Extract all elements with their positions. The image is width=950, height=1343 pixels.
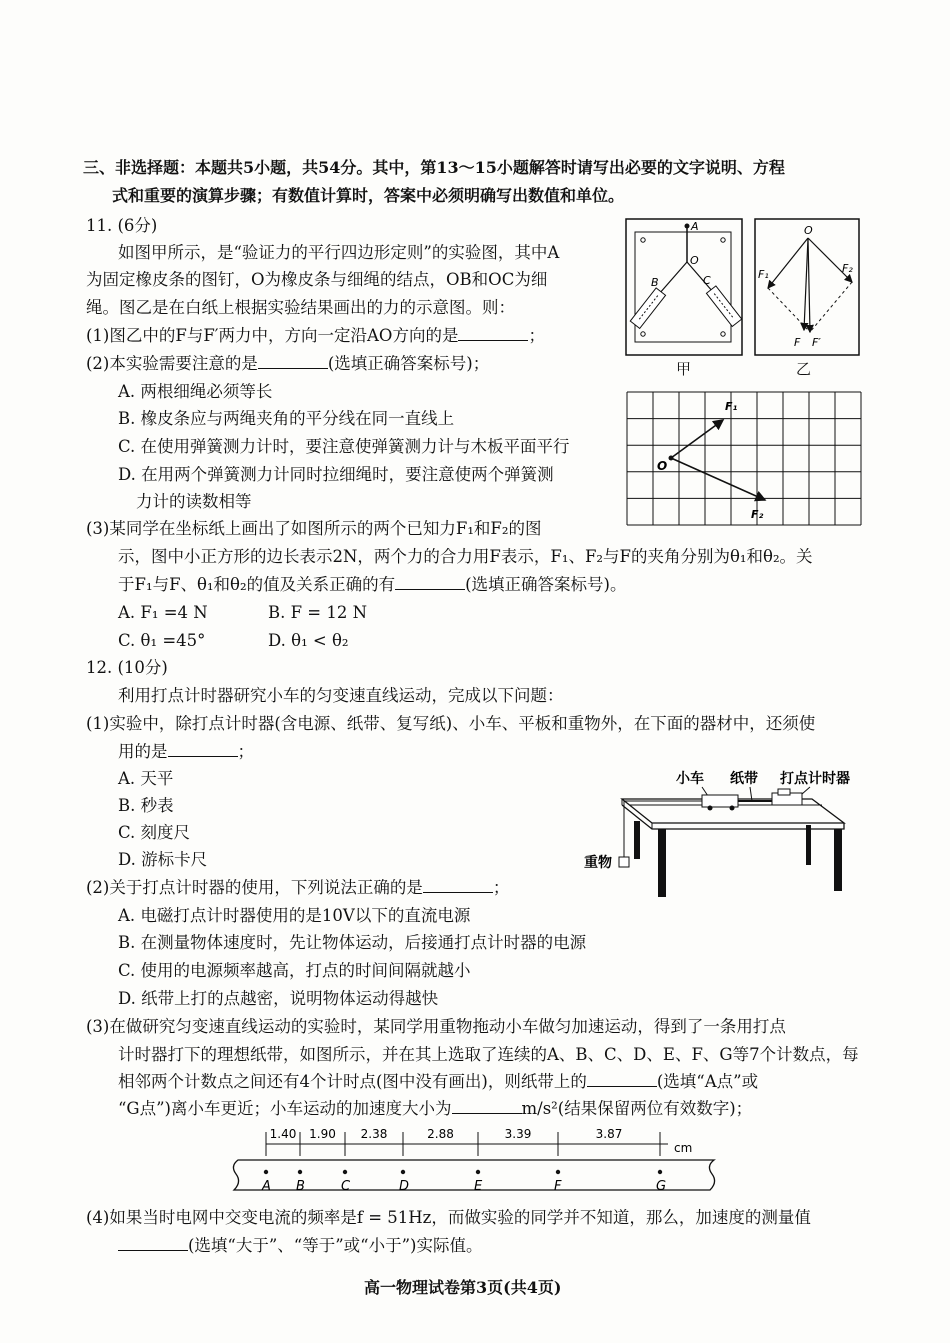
q12-p2-option-d: D. 纸带上打的点越密，说明物体运动得越快 <box>118 989 439 1008</box>
tape-point-label: A <box>262 1179 271 1194</box>
answer-blank[interactable] <box>452 1098 522 1114</box>
label-b: B <box>651 276 659 289</box>
paper-tape-figure <box>228 1122 720 1202</box>
q11-part3-3: 于F₁与F、θ₁和θ₂的值及关系正确的有 (选填正确答案标号)。 <box>118 575 627 594</box>
tape-point-label: C <box>341 1179 351 1194</box>
label-tape: 纸带 <box>730 771 758 787</box>
tape-segment-label: 2.88 <box>427 1127 454 1141</box>
apparatus-figure <box>582 765 866 900</box>
answer-blank[interactable] <box>168 741 238 757</box>
q11-option-c: C. 在使用弹簧测力计时，要注意使弹簧测力计与木板平面平行 <box>118 437 570 456</box>
label-o: O <box>690 254 699 267</box>
tape-point-label: D <box>399 1179 410 1194</box>
q11-p3-option-b: B. F = 12 N <box>268 603 368 622</box>
q11-intro-2: 为固定橡皮条的图钉，O为橡皮条与细绳的结点，OB和OC为细 <box>86 270 548 289</box>
tape-point-dot <box>556 1170 560 1174</box>
label-a: A <box>691 220 699 233</box>
q11-part3-1: (3)某同学在坐标纸上画出了如图所示的两个已知力F₁和F₂的图 <box>86 519 542 538</box>
q12-header: 12. (10分) <box>86 658 168 677</box>
q11-part1: (1)图乙中的F与F′两力中，方向一定沿AO方向的是 ； <box>86 326 545 345</box>
tape-segment-label: 1.90 <box>309 1127 336 1141</box>
q12-part4-2: (选填“大于”、“等于”或“小于”)实际值。 <box>118 1234 483 1258</box>
answer-blank[interactable] <box>423 877 493 893</box>
tape-point-label: E <box>474 1179 483 1194</box>
label-weight: 重物 <box>584 855 612 871</box>
q12-part1-1: (1)实验中，除打点计时器(含电源、纸带、复写纸)、小车、平板和重物外，在下面的器材中，还须使 <box>86 714 816 733</box>
q12-part4-1: (4)如果当时电网中交变电流的频率是f = 51Hz，而做实验的同学并不知道，那么，加速度的测量值 <box>86 1208 811 1227</box>
q12-p2-option-c: C. 使用的电源频率越高，打点的时间间隔就越小 <box>118 961 471 980</box>
q11-intro-1: 如图甲所示，是“验证力的平行四边形定则”的实验图，其中A <box>118 243 560 262</box>
label-o: O <box>657 459 668 473</box>
tape-point-dot <box>476 1170 480 1174</box>
label-f: F <box>794 336 801 349</box>
tape-point-dot <box>401 1170 405 1174</box>
q11-part2-text: (2)本实验需要注意的是 <box>86 354 258 373</box>
q12-part1-2: 用的是 ； <box>118 742 254 761</box>
tape-segment-label: 3.39 <box>504 1127 532 1141</box>
tape-point-dot <box>343 1170 347 1174</box>
q12-part3-1: (3)在做研究匀变速直线运动的实验时，某同学用重物拖动小车做匀加速运动，得到了一条用打点 <box>86 1017 786 1036</box>
label-f1: F₁ <box>725 400 738 413</box>
q12-p1-option-a: A. 天平 <box>118 769 174 788</box>
answer-blank[interactable] <box>587 1071 657 1087</box>
q12-intro: 利用打点计时器研究小车的匀变速直线运动，完成以下问题： <box>118 686 564 705</box>
q11-p3-option-d: D. θ₁ < θ₂ <box>268 631 349 650</box>
section-title-line1: 三、非选择题：本题共5小题，共54分。其中，第13～15小题解答时请写出必要的文字说明、方程 <box>83 158 785 177</box>
q11-option-b: B. 橡皮条应与两绳夹角的平分线在同一直线上 <box>118 409 455 428</box>
q11-header: 11. (6分) <box>86 216 158 235</box>
q12-p1-option-b: B. 秒表 <box>118 796 174 815</box>
figure-jia-board <box>625 218 743 356</box>
figure-jia-caption: 甲 <box>676 360 692 378</box>
q12-p1-option-d: D. 游标卡尺 <box>118 850 208 869</box>
label-c: C <box>703 274 711 287</box>
section-title-line2: 式和重要的演算步骤；有数值计算时，答案中必须明确写出数值和单位。 <box>112 186 625 205</box>
q11-option-d-1: D. 在用两个弹簧测力计同时拉细绳时，要注意使两个弹簧测 <box>118 465 554 484</box>
label-o: O <box>804 224 813 237</box>
figure-yi-forces <box>754 218 860 356</box>
figure-yi-caption: 乙 <box>796 360 812 378</box>
q11-p3-option-a: A. F₁ =4 N <box>118 603 208 622</box>
q11-p3-option-c: C. θ₁ =45° <box>118 631 206 650</box>
tape-segment-label: 1.40 <box>269 1127 297 1141</box>
tape-segment-label: 3.87 <box>595 1127 623 1141</box>
tape-point-dot <box>658 1170 662 1174</box>
q11-part1-text: (1)图乙中的F与F′两力中，方向一定沿AO方向的是 <box>86 326 459 345</box>
answer-blank[interactable] <box>458 325 528 341</box>
label-car: 小车 <box>676 771 704 787</box>
q12-p1-option-c: C. 刻度尺 <box>118 823 191 842</box>
tape-point-dot <box>298 1170 302 1174</box>
answer-blank[interactable] <box>118 1235 188 1251</box>
q12-part3-4: “G点”)离小车更近；小车运动的加速度大小为 m/s²(结果保留两位有效数字)； <box>118 1099 753 1118</box>
q11-part3-2: 示，图中小正方形的边长表示2N，两个力的合力用F表示，F₁、F₂与F的夹角分别为θ₁和θ₂。关 <box>118 547 813 566</box>
label-f2: F₂ <box>842 262 853 275</box>
q12-part3-3: 相邻两个计数点之间还有4个计时点(图中没有画出)，则纸带上的 (选填“A点”或 <box>118 1072 759 1091</box>
label-f2: F₂ <box>751 508 764 521</box>
label-timer: 打点计时器 <box>780 771 850 787</box>
tape-point-label: B <box>296 1179 305 1194</box>
q11-option-a: A. 两根细绳必须等长 <box>118 382 273 401</box>
label-f-prime: F′ <box>812 336 821 349</box>
tape-unit-label: cm <box>674 1141 693 1155</box>
answer-blank[interactable] <box>395 574 465 590</box>
q11-intro-3: 绳。图乙是在白纸上根据实验结果画出的力的示意图。则： <box>86 298 515 317</box>
q12-part3-2: 计时器打下的理想纸带，如图所示，并在其上选取了连续的A、B、C、D、E、F、G等7个计数点，每 <box>118 1045 859 1064</box>
tape-point-dot <box>264 1170 268 1174</box>
page-footer: 高一物理试卷第3页(共4页) <box>364 1278 562 1297</box>
q11-option-d-2: 力计的读数相等 <box>136 492 252 511</box>
q12-p2-option-b: B. 在测量物体速度时，先让物体运动，后接通打点计时器的电源 <box>118 933 587 952</box>
force-grid-figure <box>625 390 863 530</box>
q12-part2: (2)关于打点计时器的使用，下列说法正确的是 ； <box>86 878 510 897</box>
label-f1: F₁ <box>758 268 769 281</box>
answer-blank[interactable] <box>258 353 328 369</box>
q12-p2-option-a: A. 电磁打点计时器使用的是10V以下的直流电源 <box>118 906 471 925</box>
tape-point-label: G <box>656 1179 667 1194</box>
tape-segment-label: 2.38 <box>360 1127 388 1141</box>
q11-part2: (2)本实验需要注意的是 (选填正确答案标号)； <box>86 354 490 373</box>
tape-point-label: F <box>554 1179 562 1194</box>
